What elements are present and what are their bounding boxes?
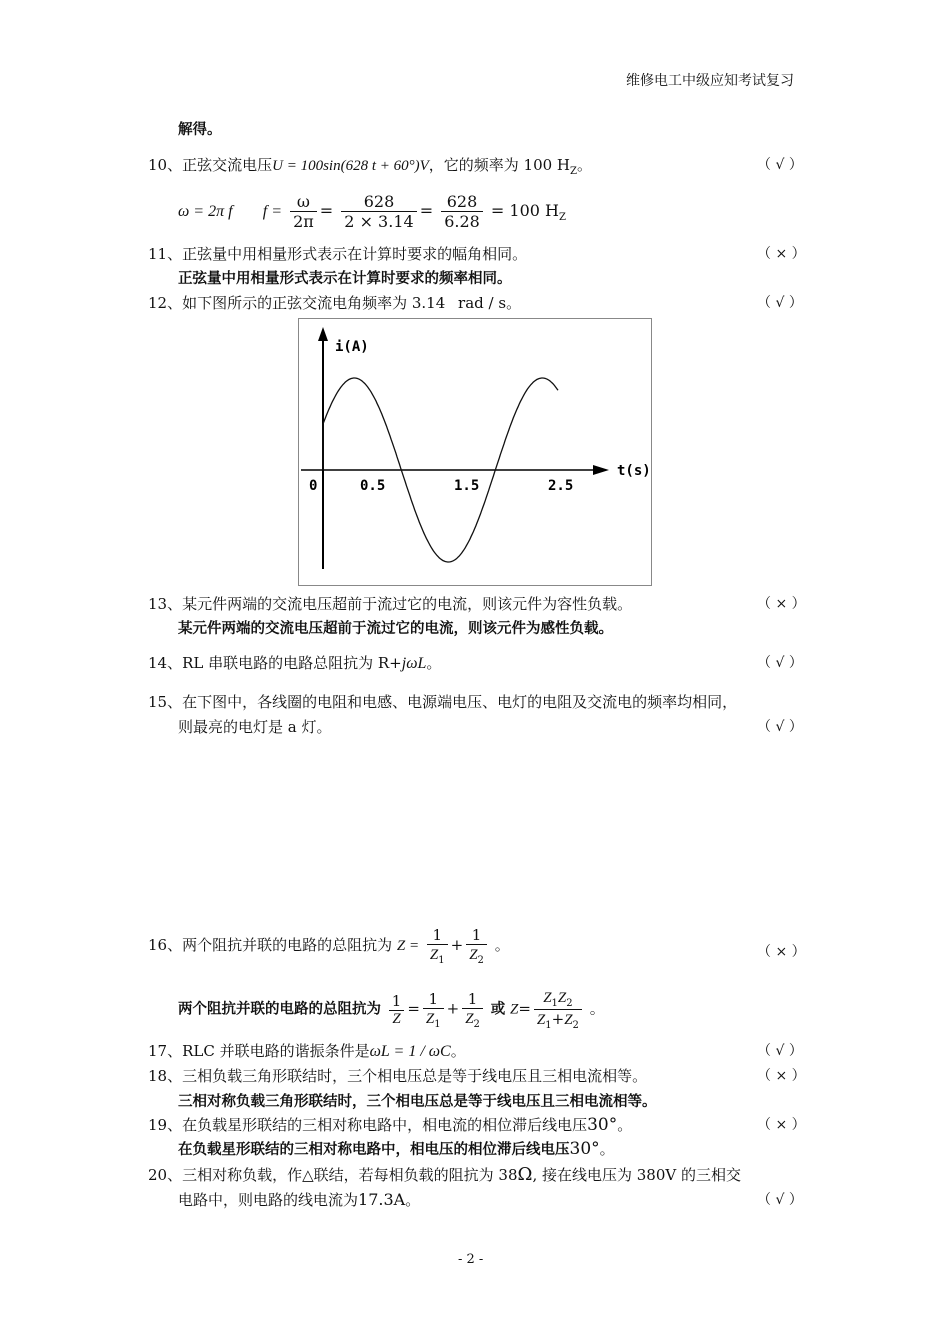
answer-mark-11: （ × ） [757, 246, 806, 262]
or-word: 或 [490, 1001, 506, 1018]
question-line-2: 电路中，则电路的线电流为 [178, 1191, 359, 1209]
f-equals: f = [262, 203, 282, 220]
correction-18: 三相对称负载三角形联结时，三个相电压总是等于线电压且三相电流相等。 [178, 1094, 657, 1110]
answer-mark-19: （ × ） [757, 1117, 806, 1133]
current-value: 17.3A [358, 1190, 406, 1209]
question-15 [148, 691, 737, 712]
question-text: 在负载星形联结的三相对称电路中，相电流的相位滞后线电压 [182, 1116, 588, 1134]
fraction-1-over-z1: $\frac{1}{Z_1}$ [423, 990, 444, 1030]
answer-mark-18: （ × ） [757, 1068, 806, 1084]
question-20-line-2 [178, 1189, 420, 1210]
q10-working: ω = 2π f f = $\frac{\omega}{2\pi}$ = $\frac{628}{2 \times 3.14}$ = $\frac{628}{6.28}$ = 100 $H_Z$ [178, 192, 566, 231]
question-number: 19、 [148, 1116, 183, 1134]
question-end: 。 [426, 654, 442, 672]
question-number: 20、 [148, 1166, 183, 1184]
question-text: RL 串联电路的电路总阻抗为 R+ [182, 654, 402, 672]
question-text: 某元件两端的交流电压超前于流过它的电流，则该元件为容性负载。 [182, 595, 633, 613]
question-end: 。 [576, 156, 592, 174]
question-18 [148, 1065, 647, 1086]
correction-end: 。 [589, 999, 605, 1018]
question-16: 16、两个阻抗并联的电路的总阻抗为 Z = $\frac{1}{Z_1}$ + $\frac{1}{Z_2}$ 。 [148, 926, 510, 966]
question-number: 17、 [148, 1042, 183, 1060]
answer-mark-13: （ × ） [757, 596, 806, 612]
sine-wave-chart [298, 318, 652, 586]
question-number: 10、 [148, 156, 183, 174]
question-number: 12、 [148, 294, 183, 312]
answer-mark-20: （ √ ） [757, 1192, 803, 1208]
unit: rad / s [458, 294, 507, 312]
correction-11: 正弦量中用相量形式表示在计算时要求的频率相同。 [178, 271, 512, 287]
correction-13: 某元件两端的交流电压超前于流过它的电流，则该元件为感性负载。 [178, 621, 613, 637]
question-tail: ，它的频率为 100 H [428, 156, 571, 174]
page-header: 维修电工中级应知考试复习 [626, 73, 794, 89]
answer-mark-14: （ √ ） [757, 655, 803, 671]
z-equals: Z = [396, 938, 420, 954]
question-end: 。 [506, 294, 522, 312]
fraction-1-over-z2: $\frac{1}{Z_2}$ [466, 926, 487, 966]
x-axis-label: t(s) [617, 463, 651, 479]
answer-mark-17: （ √ ） [757, 1043, 803, 1059]
page-number: - 2 - [458, 1252, 484, 1267]
fraction-1-over-z1: $\frac{1}{Z_1}$ [427, 926, 448, 966]
fraction-1: $\frac{\omega}{2\pi}$ [290, 192, 317, 231]
question-14 [148, 652, 441, 673]
voltage-formula: U = 100sin(628 t + 60°)V [272, 158, 429, 174]
y-axis-label: i(A) [335, 339, 369, 355]
question-15-line-2: 则最亮的电灯是 a 灯。 [178, 718, 332, 736]
fraction-2: $\frac{628}{2 \times 3.14}$ [341, 192, 416, 231]
omega-formula: ω = 2π f [178, 203, 233, 220]
question-13 [148, 593, 632, 614]
question-20 [148, 1164, 741, 1185]
correction-text: 两个阻抗并联的电路的总阻抗为 [178, 1001, 381, 1018]
question-text: 如下图所示的正弦交流电角频率为 3.14 [182, 294, 446, 312]
question-text: 正弦交流电压 [182, 156, 273, 174]
correction-16: 两个阻抗并联的电路的总阻抗为 $\frac{1}{Z}$ = $\frac{1}{Z_1}$ + $\frac{1}{Z_2}$ 或 Z= $\frac{Z_1Z_2}{Z_1+Z_2}$ 。 [178, 989, 605, 1031]
question-11 [148, 243, 527, 264]
question-text: 两个阻抗并联的电路的总阻抗为 [182, 936, 393, 954]
correction-end: 。 [599, 1140, 615, 1158]
question-19 [148, 1114, 632, 1135]
fraction-1-over-z2: $\frac{1}{Z_2}$ [462, 990, 483, 1030]
question-end: 。 [494, 936, 510, 954]
result-subscript: Z [558, 212, 566, 223]
angle: 30° [569, 1139, 600, 1159]
x-tick-labels [309, 478, 573, 494]
angle: 30° [587, 1115, 618, 1135]
question-number: 11、 [148, 245, 183, 263]
fraction-1-over-z: $\frac{1}{Z}$ [389, 992, 405, 1028]
ohm-symbol: Ω [517, 1164, 533, 1185]
answer-mark-10: （ √ ） [757, 157, 803, 173]
answer-mark-16: （ × ） [757, 944, 806, 960]
z: Z [509, 1001, 519, 1018]
answer-mark-12: （ √ ） [757, 295, 803, 311]
question-number: 16、 [148, 936, 183, 954]
y-axis-arrow [318, 327, 328, 341]
correction-19 [178, 1138, 615, 1159]
question-line-1: 三相对称负载，作△联结，若每相负载的阻抗为 38 [182, 1166, 518, 1184]
question-end: 。 [450, 1042, 466, 1060]
question-end: 。 [405, 1191, 421, 1209]
resonance-formula: ωL = 1 / ωC [369, 1043, 451, 1060]
question-end: 。 [617, 1116, 633, 1134]
x-tick-label: 0.5 [360, 478, 386, 494]
question-line-1: 在下图中，各线圈的电阻和电感、电源端电压、电灯的电阻及交流电的频率均相同， [182, 693, 738, 711]
x-tick-label: 1.5 [454, 478, 480, 494]
unit-subscript: Z [570, 166, 577, 177]
fraction-3: $\frac{628}{6.28}$ [441, 192, 483, 231]
chart-svg [299, 319, 651, 585]
question-number: 14、 [148, 654, 183, 672]
question-number: 18、 [148, 1067, 183, 1085]
x-axis-arrow [593, 465, 609, 475]
question-number: 13、 [148, 595, 183, 613]
question-12 [148, 292, 521, 313]
answer-mark-15: （ √ ） [757, 719, 803, 735]
result: = 100 H [490, 201, 559, 220]
correction-text: 在负载星形联结的三相对称电路中，相电压的相位滞后线电压 [178, 1142, 570, 1158]
question-text: 正弦量中用相量形式表示在计算时要求的幅角相同。 [182, 245, 528, 263]
question-number: 15、 [148, 693, 183, 711]
question-10 [148, 154, 592, 177]
question-line-1b: , 接在线电压为 380V 的三相交 [532, 1166, 741, 1184]
question-text: 三相负载三角形联结时，三个相电压总是等于线电压且三相电流相等。 [182, 1067, 648, 1085]
question-text: RLC 并联电路的谐振条件是 [182, 1042, 370, 1060]
previous-answer: 解得。 [178, 122, 222, 138]
question-17 [148, 1040, 466, 1061]
x-tick-label: 0 [309, 478, 318, 494]
x-tick-label: 2.5 [548, 478, 574, 494]
fraction-product-over-sum: $\frac{Z_1Z_2}{Z_1+Z_2}$ [534, 988, 582, 1031]
impedance-formula: jωL [401, 655, 427, 672]
